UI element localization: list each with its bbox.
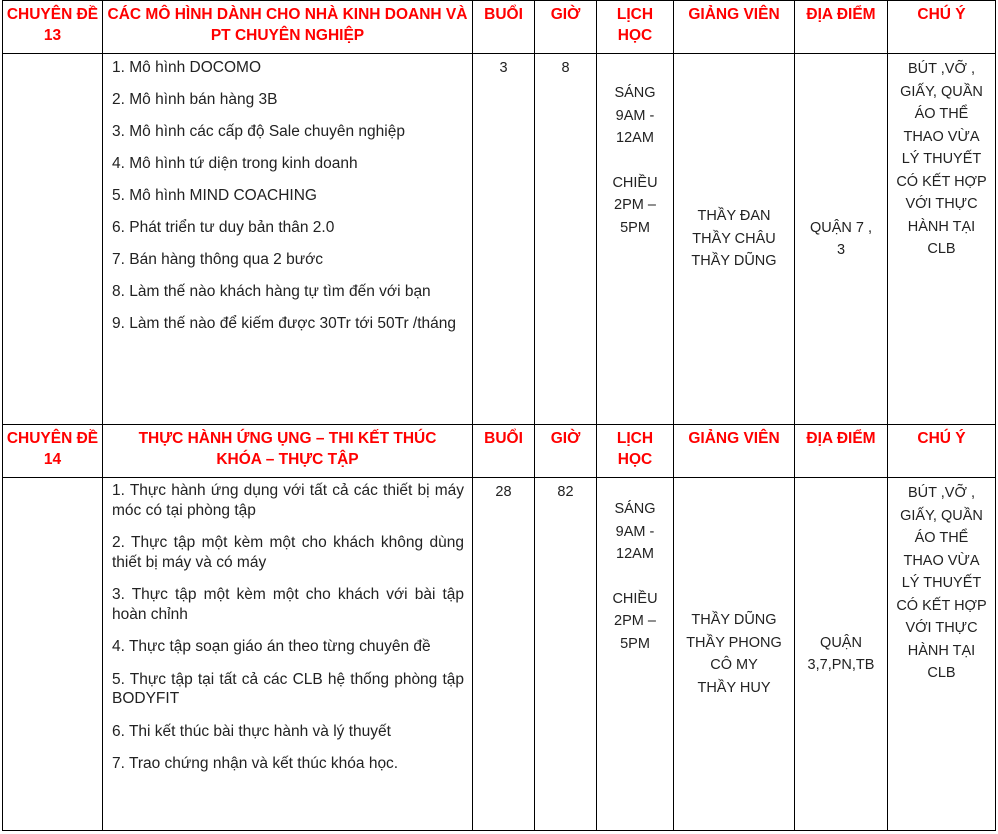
col-header-lich-hoc: LỊCH HỌC bbox=[597, 425, 674, 478]
topic-13-label-spacer bbox=[3, 54, 103, 425]
topic-14-hours: 82 bbox=[535, 478, 597, 831]
topic-13-sessions: 3 bbox=[473, 54, 535, 425]
morning-label: SÁNG bbox=[614, 501, 656, 517]
topic-13-hours: 8 bbox=[535, 54, 597, 425]
instructor-name: THẦY DŨNG bbox=[691, 612, 777, 628]
topic-14-title: THỰC HÀNH ỨNG ỤNG – THI KẾT THÚC KHÓA – THỰC TẬP bbox=[103, 425, 473, 478]
list-item: 4. Mô hình tứ diện trong kinh doanh bbox=[112, 155, 358, 172]
instructor-name: THẦY DŨNG bbox=[691, 253, 777, 270]
morning-time: 9AM - 12AM bbox=[615, 523, 655, 562]
col-header-lich-hoc: LỊCH HỌC bbox=[597, 1, 674, 54]
morning-label: SÁNG bbox=[614, 85, 656, 101]
list-item: 6. Thi kết thúc bài thực hành và lý thuyết bbox=[112, 722, 391, 740]
course-schedule-table bbox=[2, 0, 996, 831]
topic-14-location: QUẬN 3,7,PN,TB bbox=[795, 478, 888, 831]
topic-13-note: BÚT ,VỠ , GIẤY, QUẦN ÁO THỂ THAO VỪA LÝ THUYẾT CÓ KẾT HỢP VỚI THỰC HÀNH TẠI CLB bbox=[888, 54, 996, 425]
instructor-name: THẦY ĐAN bbox=[697, 208, 771, 225]
afternoon-time: 2PM – 5PM bbox=[614, 197, 656, 236]
topic-14-body-row bbox=[3, 478, 996, 831]
topic-14-label: CHUYÊN ĐỀ 14 bbox=[3, 425, 103, 478]
topic-14-schedule bbox=[597, 478, 674, 831]
topic-14-note: BÚT ,VỠ , GIẤY, QUẦN ÁO THỂ THAO VỪA LÝ THUYẾT CÓ KẾT HỢP VỚI THỰC HÀNH TẠI CLB bbox=[888, 478, 996, 831]
morning-time: 9AM - 12AM bbox=[615, 107, 655, 146]
topic-14-sessions: 28 bbox=[473, 478, 535, 831]
col-header-dia-diem: ĐỊA ĐIỂM bbox=[795, 425, 888, 478]
topic-13-schedule bbox=[597, 54, 674, 425]
topic-13-location: QUẬN 7 , 3 bbox=[795, 54, 888, 425]
topic-14-label-spacer bbox=[3, 478, 103, 831]
list-item: 1. Thực hành ứng dụng với tất cả các thiết bị máy móc có tại phòng tập bbox=[112, 482, 464, 519]
topic-13-label: CHUYÊN ĐỀ 13 bbox=[3, 1, 103, 54]
col-header-buoi: BUỔI bbox=[473, 1, 535, 54]
topic-13-title: CÁC MÔ HÌNH DÀNH CHO NHÀ KINH DOANH VÀ PT CHUYÊN NGHIỆP bbox=[103, 1, 473, 54]
topic-13-body-row bbox=[3, 54, 996, 425]
col-header-chu-y: CHÚ Ý bbox=[888, 1, 996, 54]
list-item: 7. Bán hàng thông qua 2 bước bbox=[112, 251, 324, 268]
list-item: 1. Mô hình DOCOMO bbox=[112, 59, 262, 76]
list-item: 3. Thực tập một kèm một cho khách với bài tập hoàn chỉnh bbox=[112, 586, 464, 623]
list-item: 9. Làm thế nào để kiếm được 30Tr tới 50Tr /tháng bbox=[112, 314, 457, 332]
afternoon-time: 2PM – 5PM bbox=[614, 613, 656, 652]
list-item: 7. Trao chứng nhận và kết thúc khóa học. bbox=[112, 755, 399, 772]
list-item: 5. Thực tập tại tất cả các CLB hệ thống phòng tập BODYFIT bbox=[112, 670, 464, 707]
topic-13-instructors bbox=[674, 54, 795, 425]
topic-14-item-list bbox=[103, 478, 473, 831]
col-header-gio: GIỜ bbox=[535, 1, 597, 54]
list-item: 6. Phát triển tư duy bản thân 2.0 bbox=[112, 219, 335, 236]
instructor-name: THẦY CHÂU bbox=[692, 230, 776, 247]
topic-14-header-row bbox=[3, 425, 996, 478]
list-item: 4. Thực tập soạn giáo án theo từng chuyên đề bbox=[112, 638, 431, 655]
list-item: 3. Mô hình các cấp độ Sale chuyên nghiệp bbox=[112, 123, 405, 140]
col-header-buoi: BUỔI bbox=[473, 425, 535, 478]
instructor-name: THẦY HUY bbox=[697, 679, 771, 696]
afternoon-label: CHIỀU bbox=[612, 174, 658, 191]
col-header-giang-vien: GIẢNG VIÊN bbox=[674, 1, 795, 54]
afternoon-label: CHIỀU bbox=[612, 590, 658, 607]
topic-13-header-row bbox=[3, 1, 996, 54]
list-item: 2. Mô hình bán hàng 3B bbox=[112, 91, 278, 108]
col-header-dia-diem: ĐỊA ĐIỂM bbox=[795, 1, 888, 54]
topic-14-instructors bbox=[674, 478, 795, 831]
col-header-chu-y: CHÚ Ý bbox=[888, 425, 996, 478]
list-item: 8. Làm thế nào khách hàng tự tìm đến với bạn bbox=[112, 283, 431, 300]
col-header-giang-vien: GIẢNG VIÊN bbox=[674, 425, 795, 478]
col-header-gio: GIỜ bbox=[535, 425, 597, 478]
list-item: 2. Thực tập một kèm một cho khách không dùng thiết bị máy và có máy bbox=[112, 534, 464, 571]
instructor-name: CÔ MY bbox=[710, 657, 758, 673]
topic-13-item-list bbox=[103, 54, 473, 425]
instructor-name: THẦY PHONG bbox=[686, 634, 782, 651]
list-item: 5. Mô hình MIND COACHING bbox=[112, 187, 317, 204]
